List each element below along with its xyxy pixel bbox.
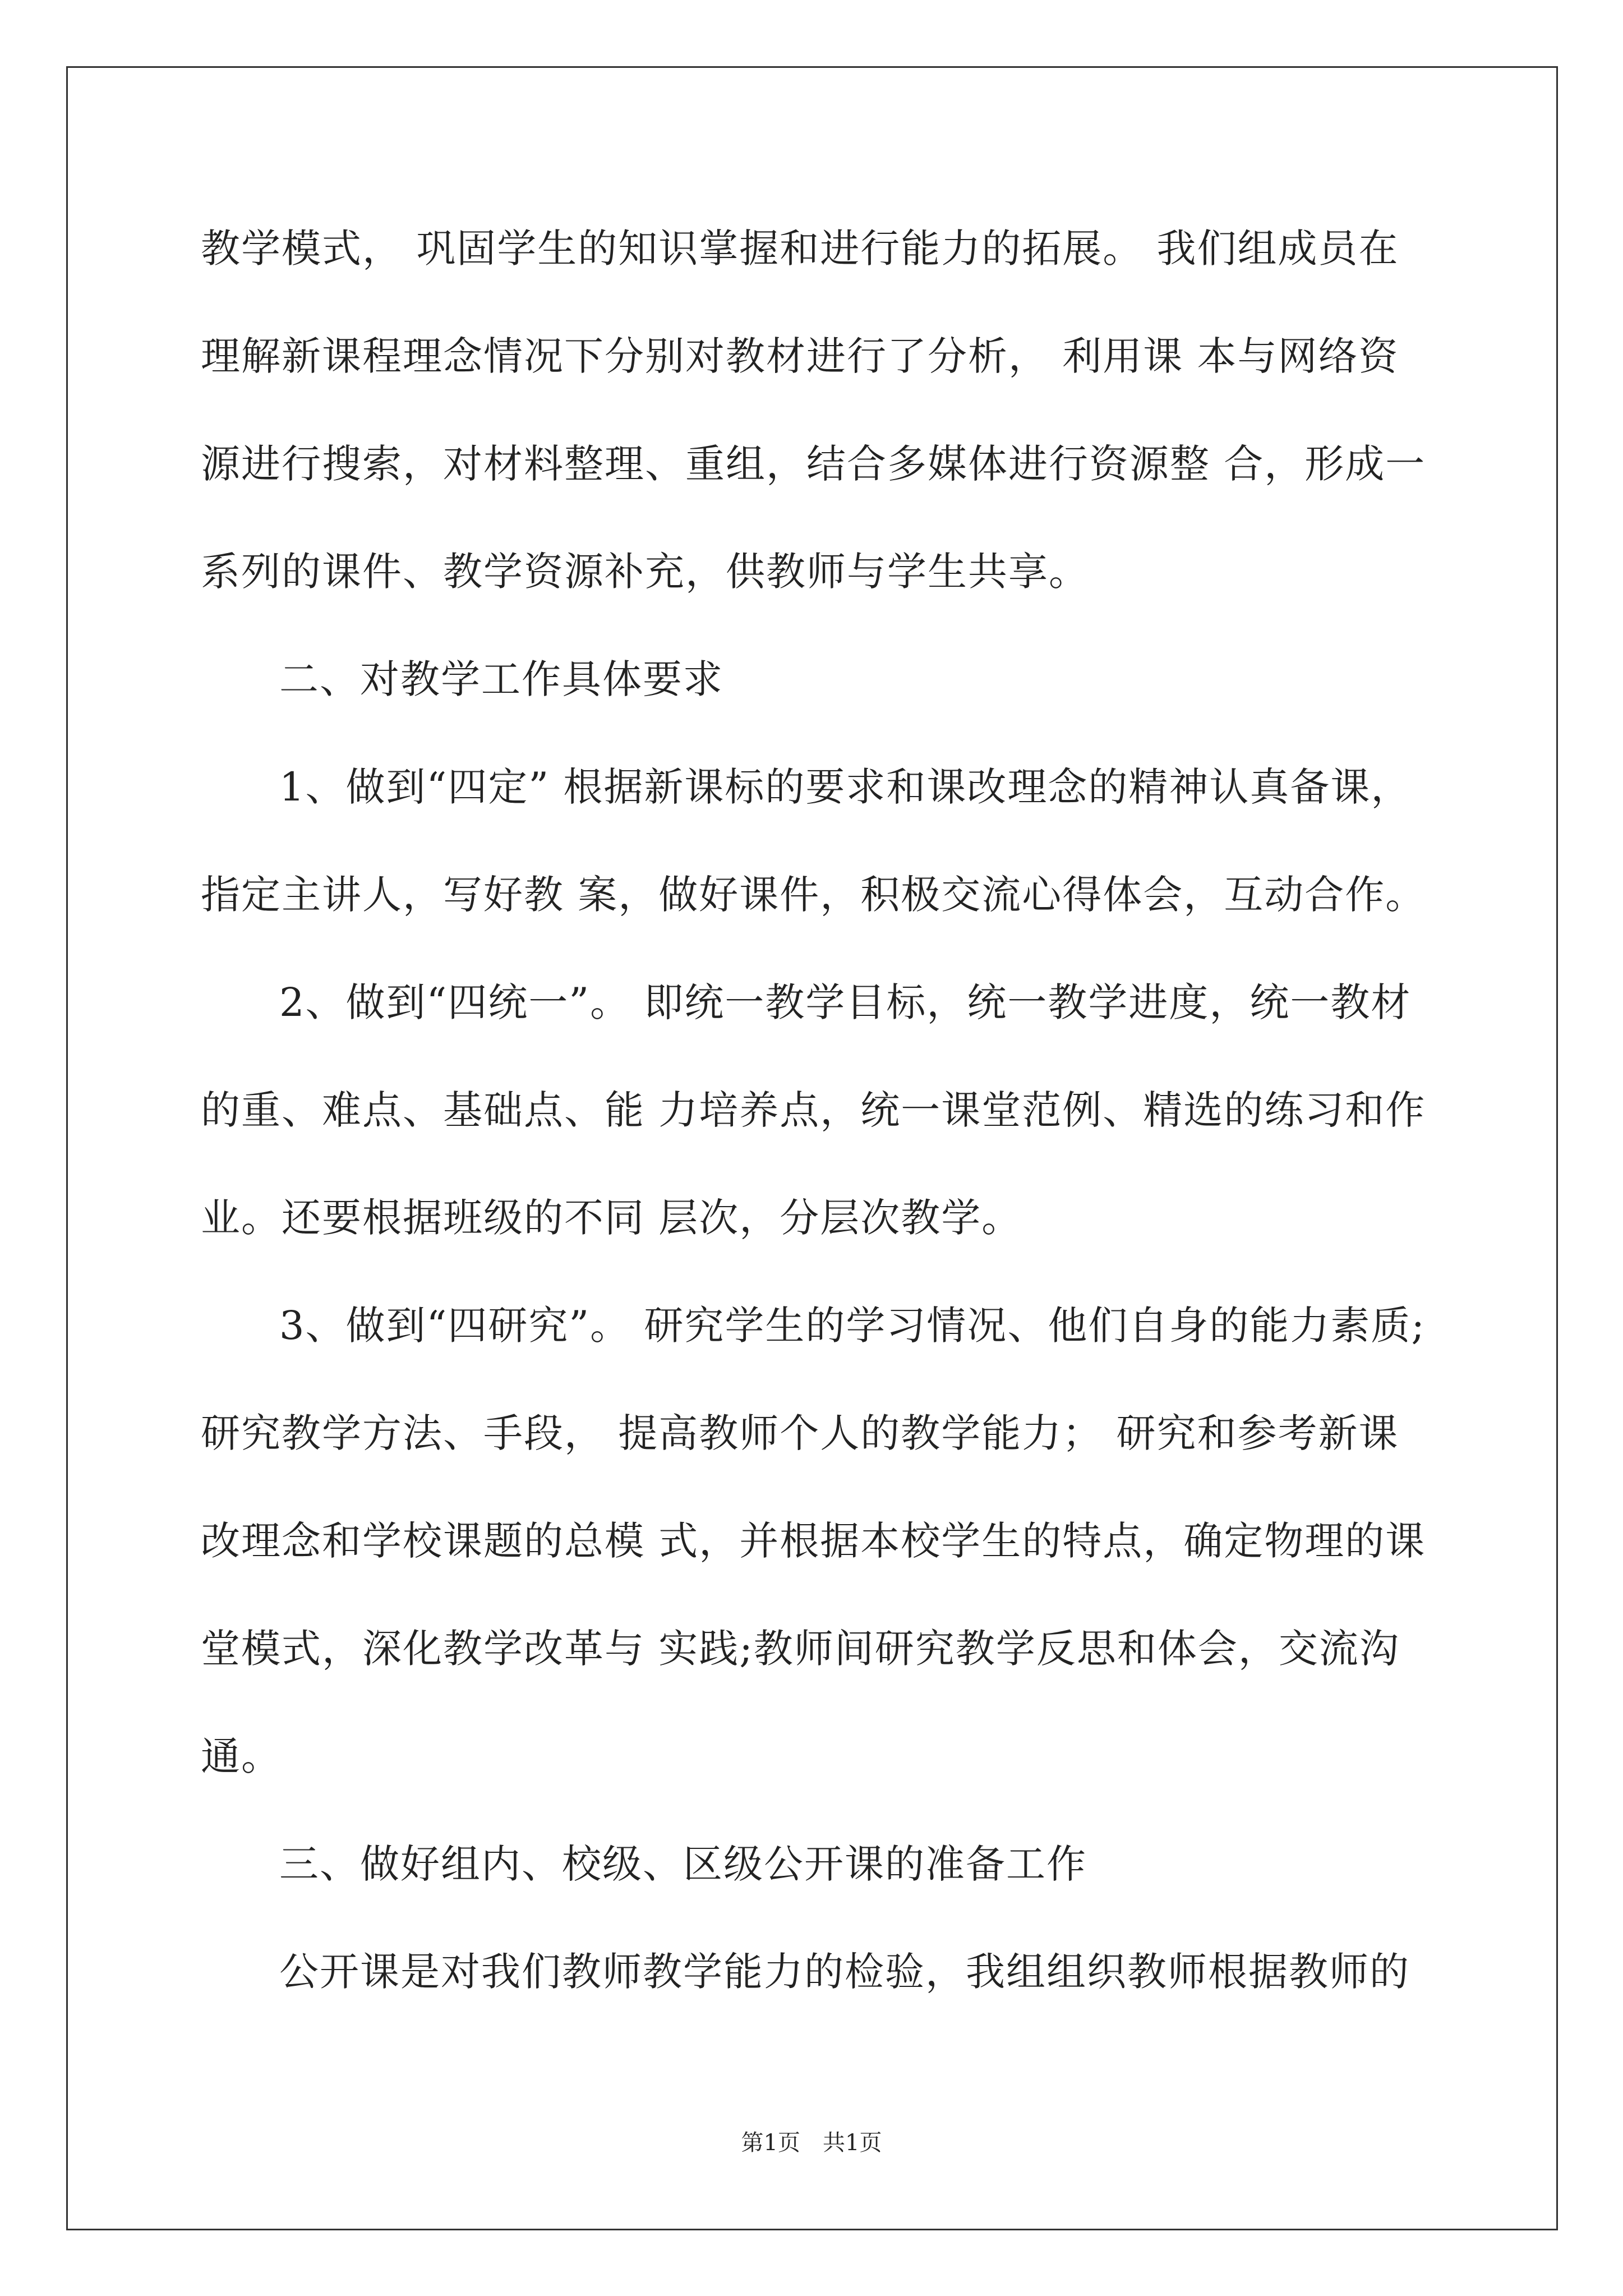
text-line: 1、做到“四定” 根据新课标的要求和课改理念的精神认真备课， bbox=[279, 764, 1412, 810]
text-line: 改理念和学校课题的总模 式，并根据本校学生的特点，确定物理的课 bbox=[201, 1518, 1426, 1564]
text-line: 理解新课程理念情况下分别对教材进行了分析， 利用课 本与网络资 bbox=[201, 333, 1399, 379]
page-number-footer: 第1页 共1页 bbox=[741, 2130, 882, 2156]
section-heading: 三、做好组内、校级、区级公开课的准备工作 bbox=[279, 1841, 1087, 1887]
text-line: 公开课是对我们教师教学能力的检验，我组组织教师根据教师的 bbox=[279, 1949, 1410, 1995]
text-line: 业。还要根据班级的不同 层次，分层次教学。 bbox=[201, 1195, 1022, 1241]
text-line: 3、做到“四研究”。 研究学生的学习情况、他们自身的能力素质; bbox=[279, 1303, 1426, 1349]
text-line: 教学模式， 巩固学生的知识掌握和进行能力的拓展。 我们组成员在 bbox=[201, 226, 1399, 272]
page-frame bbox=[66, 66, 1558, 2230]
text-line: 堂模式，深化教学改革与 实践;教师间研究教学反思和体会，交流沟 bbox=[201, 1626, 1400, 1672]
text-line: 2、做到“四统一”。 即统一教学目标，统一教学进度，统一教材 bbox=[279, 979, 1412, 1025]
text-line: 研究教学方法、手段， 提高教师个人的教学能力； 研究和参考新课 bbox=[201, 1410, 1399, 1456]
text-line: 指定主讲人，写好教 案，做好课件，积极交流心得体会，互动合作。 bbox=[201, 872, 1426, 918]
section-heading: 二、对教学工作具体要求 bbox=[279, 656, 723, 702]
text-line: 的重、难点、基础点、能 力培养点，统一课堂范例、精选的练习和作 bbox=[201, 1087, 1426, 1133]
text-line: 通。 bbox=[201, 1733, 282, 1779]
text-line: 系列的课件、教学资源补充，供教师与学生共享。 bbox=[201, 549, 1089, 595]
text-line: 源进行搜索，对材料整理、重组，结合多媒体进行资源整 合，形成一 bbox=[201, 441, 1426, 487]
